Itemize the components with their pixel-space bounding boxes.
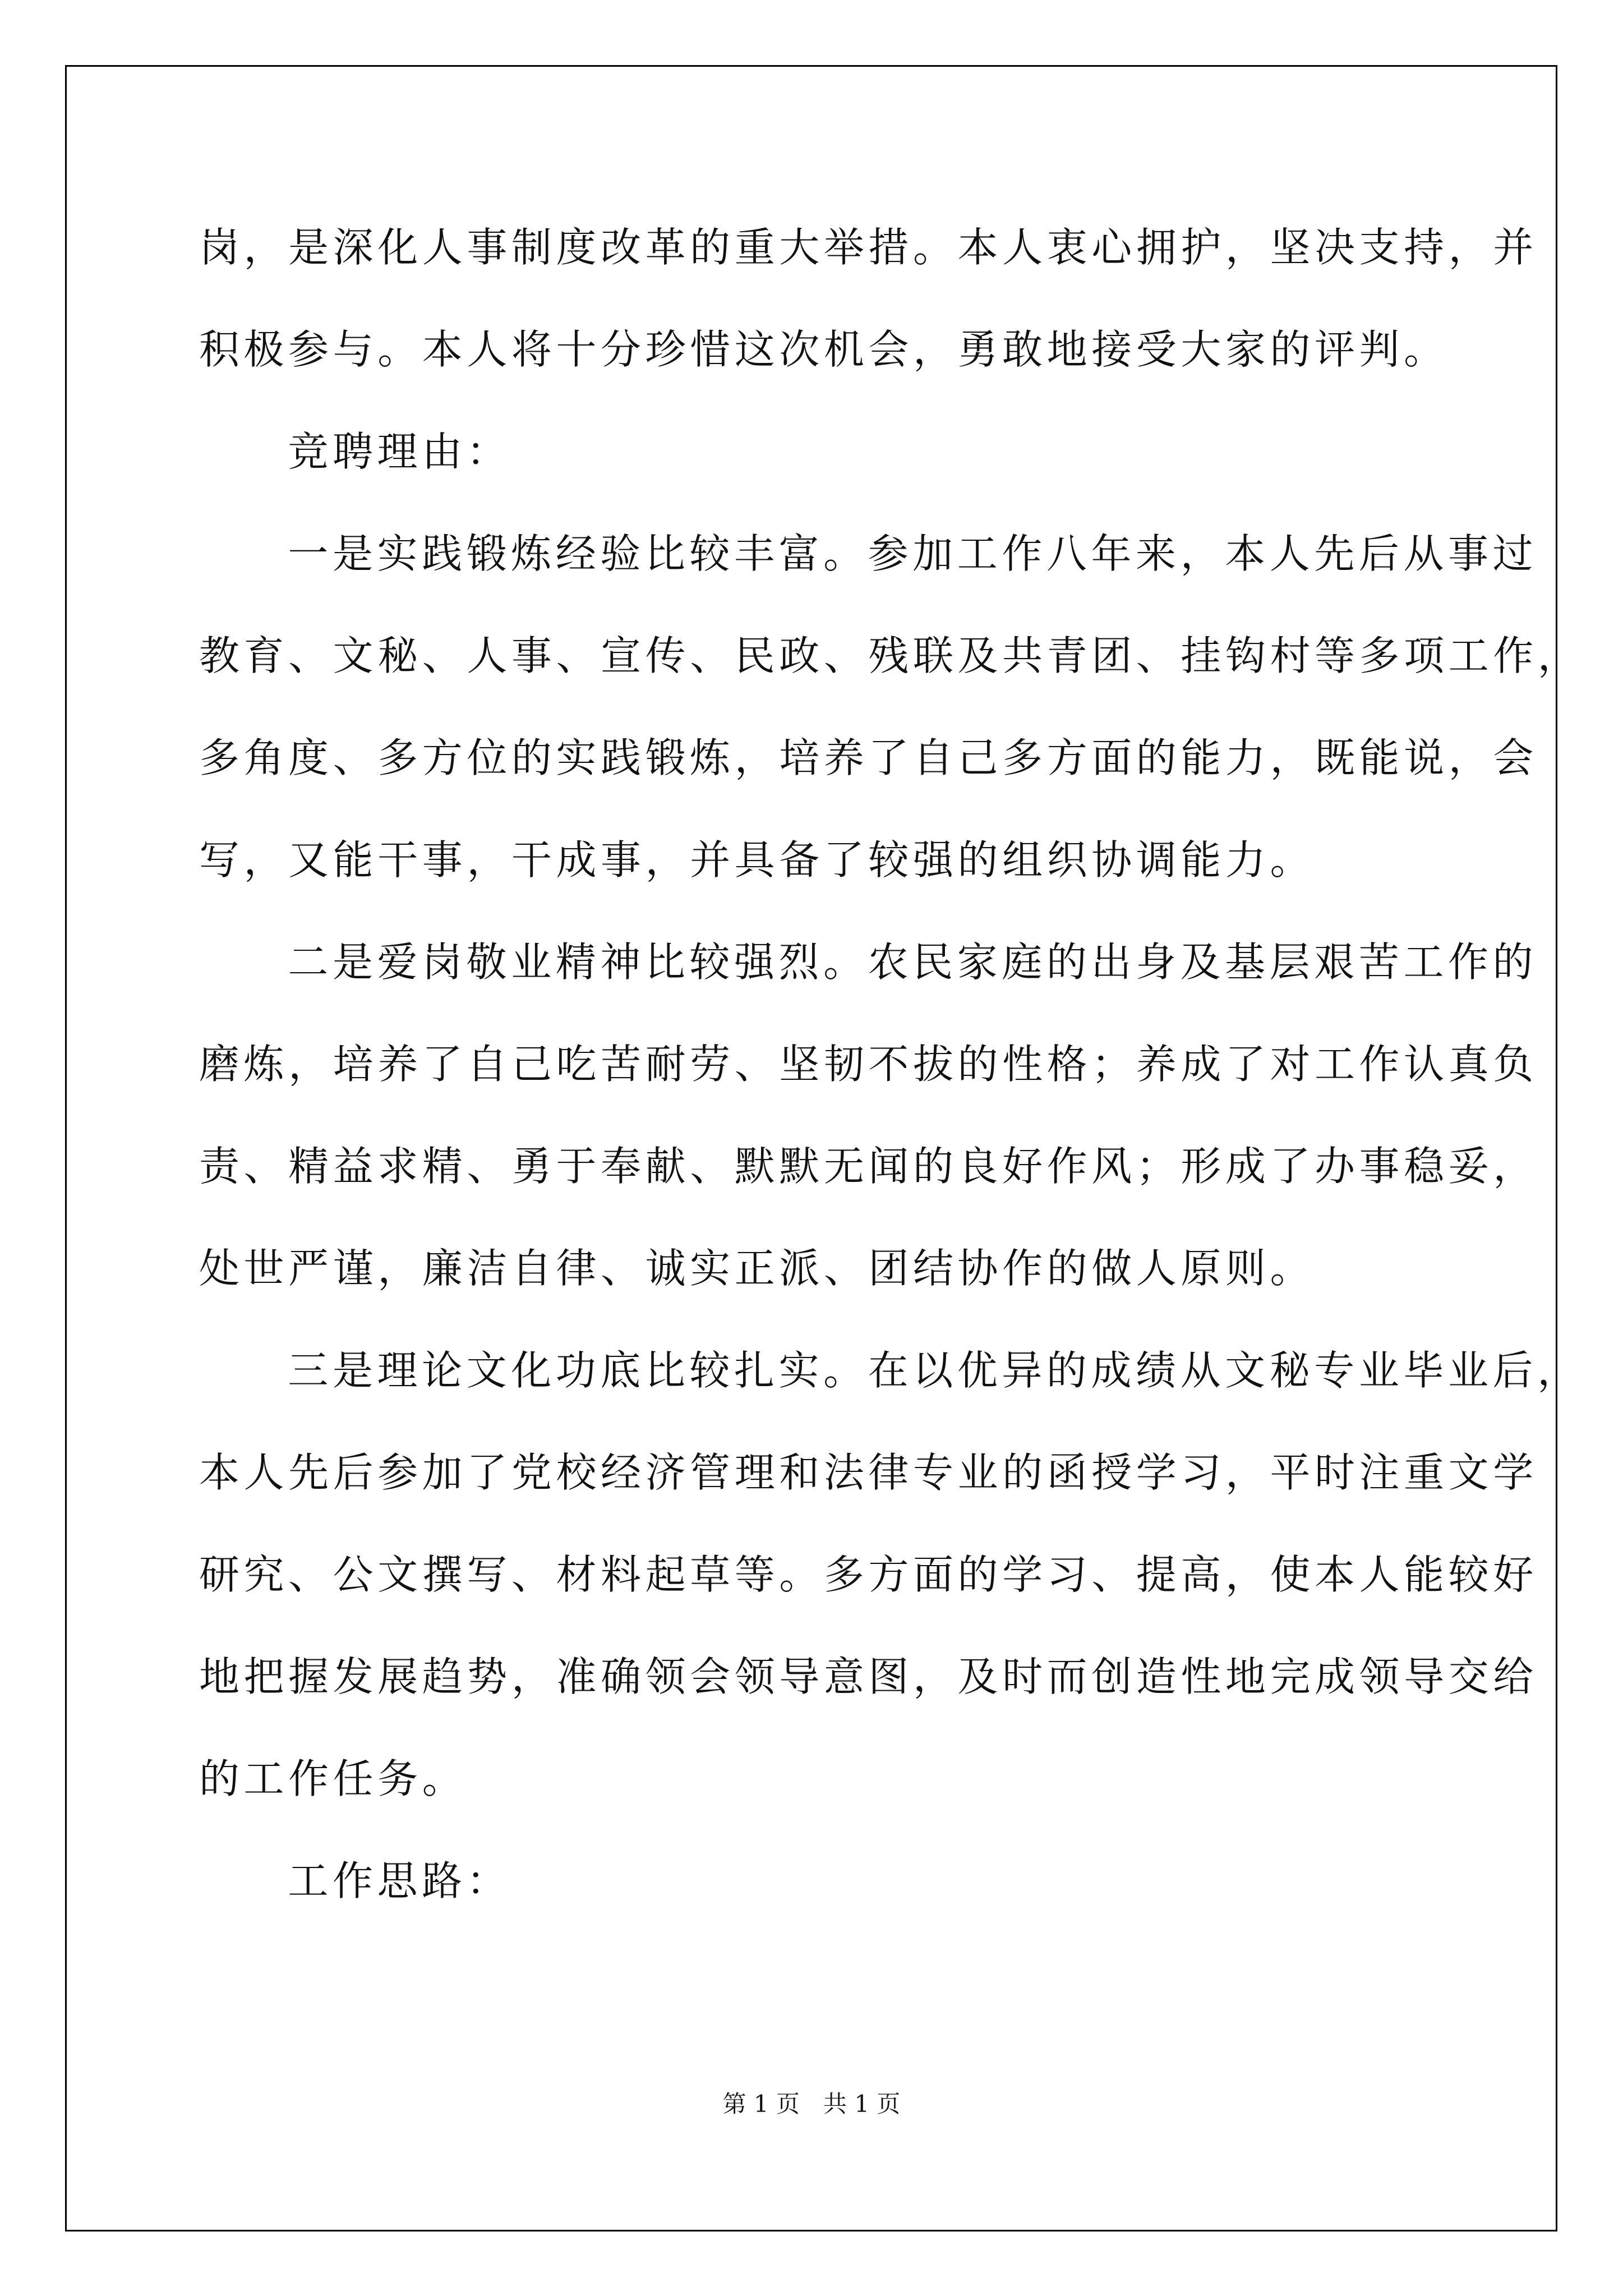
text-line: 磨炼，培养了自己吃苦耐劳、坚韧不拔的性格；养成了对工作认真负: [199, 1041, 1538, 1088]
text-line: 多角度、多方位的实践锻炼，培养了自己多方面的能力，既能说，会: [199, 734, 1538, 781]
paragraph-3: [199, 911, 1538, 1319]
text-line: 岗，是深化人事制度改革的重大举措。本人衷心拥护，坚决支持，并: [199, 224, 1538, 271]
text-line: 工作思路：: [288, 1857, 511, 1904]
page-number: 第 1 页 共 1 页: [722, 2090, 901, 2118]
text-line: 竞聘理由：: [288, 428, 511, 475]
paragraph-1: [199, 196, 1538, 401]
text-line: 三是理论文化功底比较扎实。在以优异的成绩从文秘专业毕业后，: [288, 1347, 1582, 1394]
text-line: 研究、公文撰写、材料起草等。多方面的学习、提高，使本人能较好: [199, 1551, 1538, 1598]
text-line: 积极参与。本人将十分珍惜这次机会，勇敢地接受大家的评判。: [199, 326, 1449, 373]
text-line: 本人先后参加了党校经济管理和法律专业的函授学习，平时注重文学: [199, 1449, 1538, 1496]
section-heading-approach: [199, 1830, 1430, 1932]
section-heading-reasons: [199, 401, 1430, 503]
paragraph-2: [199, 503, 1583, 911]
text-line: 一是实践锻炼经验比较丰富。参加工作八年来，本人先后从事过: [288, 530, 1538, 577]
text-line: 写，又能干事，干成事，并具备了较强的组织协调能力。: [199, 836, 1315, 884]
text-line: 教育、文秘、人事、宣传、民政、残联及共青团、挂钩村等多项工作，: [199, 632, 1583, 679]
text-line: 责、精益求精、勇于奉献、默默无闻的良好作风；形成了办事稳妥，: [199, 1143, 1538, 1190]
paragraph-4: [199, 1319, 1582, 1830]
text-line: 地把握发展趋势，准确领会领导意图，及时而创造性地完成领导交给: [199, 1653, 1538, 1700]
document-body: [199, 196, 1583, 1932]
text-line: 处世严谨，廉洁自律、诚实正派、团结协作的做人原则。: [199, 1245, 1315, 1292]
text-line: 的工作任务。: [199, 1755, 467, 1802]
text-line: 二是爱岗敬业精神比较强烈。农民家庭的出身及基层艰苦工作的: [288, 938, 1538, 986]
